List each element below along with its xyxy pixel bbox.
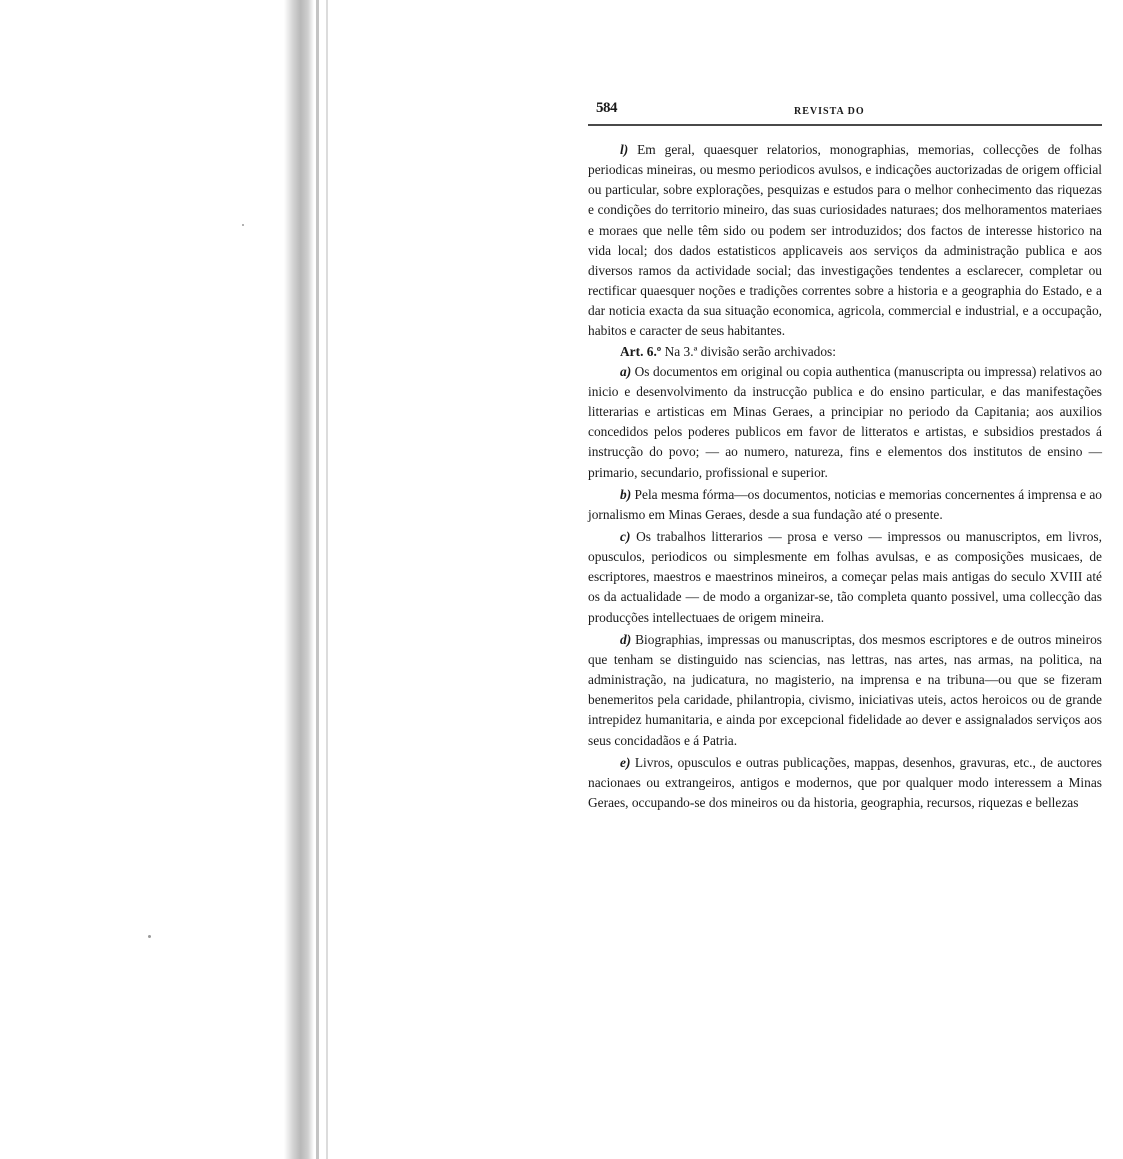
item-marker: c) (620, 528, 631, 544)
item-marker: d) (620, 631, 632, 647)
paragraph-text: Em geral, quaesquer relatorios, monographias, memorias, collecções de folhas periodicas mineiras, ou mesmo periodicos avulsos, e indicações auctorizadas de origem official ou particular, sobre explorações, pesquizas e estudos para o melhor conhecimento das riquezas e condições do territorio mineiro, das suas curiosidades naturaes; dos melhoramentos materiaes e moraes que nelle têm sido ou podem ser introduzidos; dos factos de interesse historico na vida local; dos dados estatisticos applicaveis aos serviços da administração publica e aos diversos ramos da actividade social; das investigações tendentes a esclarecer, completar ou rectificar quaesquer noções e tradições correntes sobre a historia e a geographia do Estado, e a dar noticia exacta da sua situação economica, agricola, commercial e industrial, e a occupação, habitos e caracter de seus habitantes. (588, 142, 1102, 339)
paragraph-text: Biographias, impressas ou manuscriptas, dos mesmos escriptores e de outros mineiros que tenham se distinguido nas sciencias, nas lettras, nas artes, nas armas, na politica, na administração, na judicatura, no magisterio, na imprensa e na tribuna—ou que se fizeram benemeritos pela caridade, philantropia, civismo, iniciativas uteis, actos heroicos ou de grande intrepidez humanitaria, e ainda por excepcional fidelidade ao dever e assignalados serviços aos seus concidadãos e á Patria. (588, 631, 1102, 748)
paragraph-text: Os documentos em original ou copia authentica (manuscripta ou impressa) relativos ao inicio e desenvolvimento da instrucção publica e do ensino particular, e das manifestações litterarias e artisticas em Minas Geraes, a principiar no periodo da Capitania; aos auxilios concedidos pelos poderes publicos em favor de litteratos e artistas, e subsidios prestados á instrucção do povo; — ao numero, natureza, fins e elementos dos institutos de ensino — primario, secundario, profissional e superior. (588, 363, 1102, 480)
paragraph-art-6 (588, 342, 1102, 362)
item-marker: a) (620, 363, 632, 379)
item-marker: l) (620, 142, 629, 157)
paragraph-text: Na 3.ª divisão serão archivados: (664, 343, 836, 359)
binding-gutter-shadow (270, 0, 350, 1159)
paragraph-text: Livros, opusculos e outras publicações, mappas, desenhos, gravuras, etc., de auctores nacionaes ou extrangeiros, antigos e modernos, que por qualquer modo interessem a Minas Geraes, occupando-se dos mineiros ou da historia, geographia, recursos, riquezas e bellezas (588, 754, 1102, 810)
book-page (588, 96, 1102, 813)
paragraph-b (588, 485, 1102, 525)
header-rule (588, 124, 1102, 126)
paragraph-text: Pela mesma fórma—os documentos, noticias e memorias concernentes á imprensa e ao jornalismo em Minas Geraes, desde a sua fundação até o presente. (588, 486, 1102, 522)
running-head (588, 96, 1102, 118)
paragraph-d (588, 630, 1102, 751)
paragraph-a (588, 362, 1102, 483)
scan-speck (148, 935, 151, 938)
item-marker: e) (620, 754, 631, 770)
body-text (588, 140, 1102, 813)
item-marker: b) (620, 486, 632, 502)
paragraph-c (588, 527, 1102, 628)
paragraph-l (588, 140, 1102, 342)
scan-speck (242, 224, 244, 226)
article-number: Art. 6.º (620, 343, 662, 359)
paragraph-text: Os trabalhos litterarios — prosa e verso — impressos ou manuscriptos, em livros, opusculos, periodicos ou simplesmente em folhas avulsas, e as composições musicaes, de escriptores, maestros e maestrinos mineiros, a começar pelas mais antigas do seculo XVIII até os da actualidade — de modo a organizar-se, tão completa quanto possivel, uma collecção das producções intellectuaes de origem mineira. (588, 528, 1102, 625)
paragraph-e (588, 753, 1102, 813)
gutter-line (326, 0, 328, 1159)
gutter-line (316, 0, 319, 1159)
running-title: REVISTA DO (794, 106, 865, 117)
page-number: 584 (596, 100, 617, 116)
gutter-shadow-band (284, 0, 314, 1159)
